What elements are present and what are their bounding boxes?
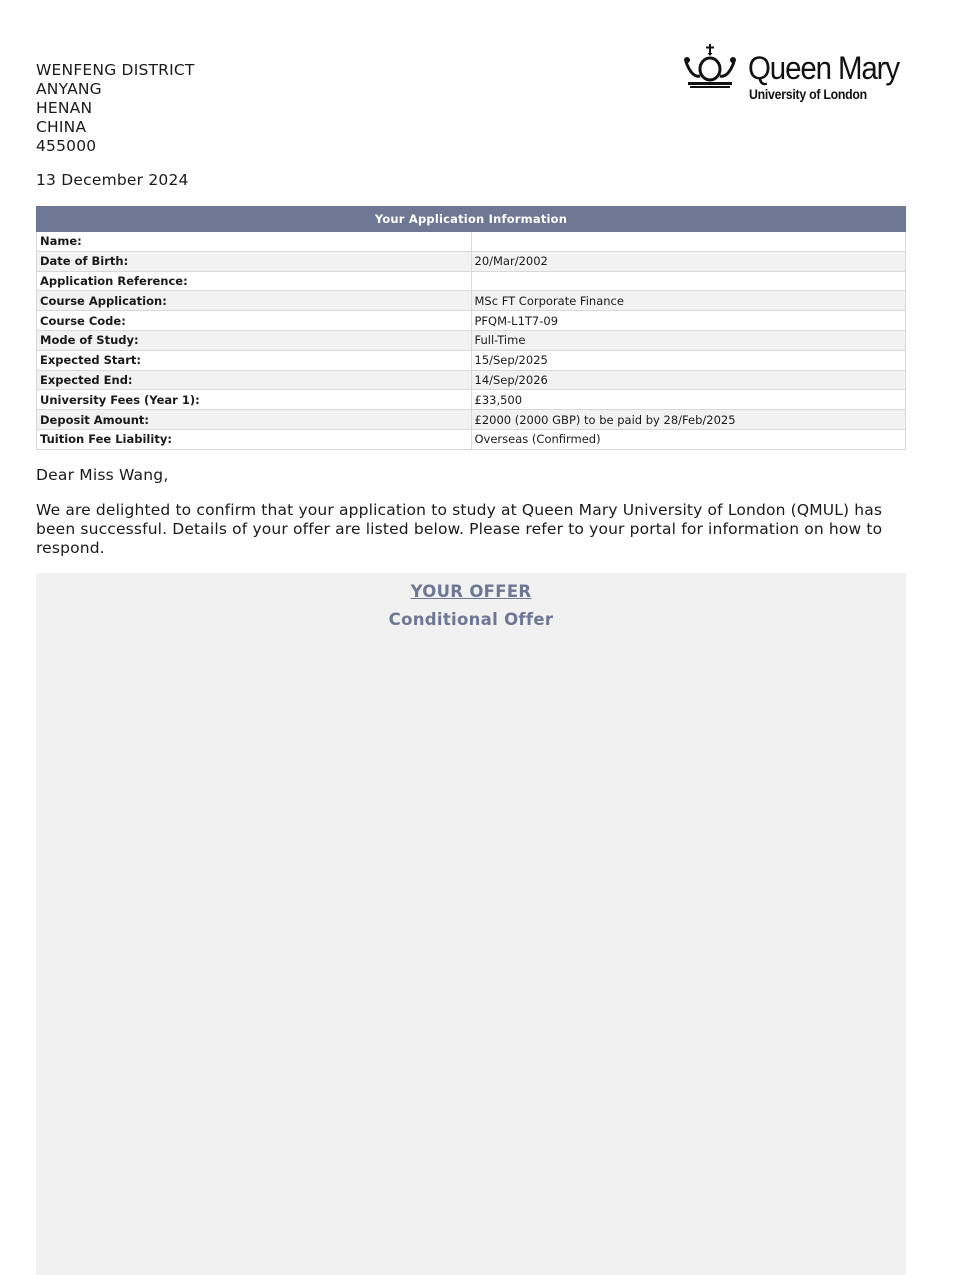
row-value: PFQM-L1T7-09 xyxy=(471,311,906,331)
letter-date: 13 December 2024 xyxy=(36,171,189,189)
table-row xyxy=(37,350,906,370)
row-label: Mode of Study: xyxy=(37,330,472,350)
application-info-table xyxy=(36,206,906,450)
row-label: Course Application: xyxy=(37,291,472,311)
address-line: ANYANG xyxy=(36,80,102,98)
row-value: Full-Time xyxy=(471,330,906,350)
row-label: Course Code: xyxy=(37,311,472,331)
table-row xyxy=(37,370,906,390)
row-value: 20/Mar/2002 xyxy=(471,251,906,271)
table-row xyxy=(37,232,906,252)
queen-mary-logo xyxy=(684,42,914,106)
row-label: Application Reference: xyxy=(37,271,472,291)
table-row xyxy=(37,311,906,331)
row-value xyxy=(471,271,906,291)
logo-name: Queen Mary xyxy=(748,50,899,86)
table-row xyxy=(37,410,906,430)
application-info-title: Your Application Information xyxy=(37,207,906,232)
row-value: £2000 (2000 GBP) to be paid by 28/Feb/2025 xyxy=(471,410,906,430)
table-row xyxy=(37,429,906,449)
row-label: Name: xyxy=(37,232,472,252)
address-line: WENFENG DISTRICT xyxy=(36,61,195,79)
row-value: MSc FT Corporate Finance xyxy=(471,291,906,311)
offer-heading: YOUR OFFER xyxy=(410,582,532,601)
row-value: 15/Sep/2025 xyxy=(471,350,906,370)
table-row xyxy=(37,390,906,410)
row-label: Deposit Amount: xyxy=(37,410,472,430)
row-value: 14/Sep/2026 xyxy=(471,370,906,390)
row-label: Tuition Fee Liability: xyxy=(37,429,472,449)
row-value: £33,500 xyxy=(471,390,906,410)
greeting: Dear Miss Wang, xyxy=(36,466,169,484)
row-label: Expected Start: xyxy=(37,350,472,370)
crown-crest-icon xyxy=(684,42,746,90)
address-line: CHINA xyxy=(36,118,87,136)
table-row xyxy=(37,271,906,291)
row-value: Overseas (Confirmed) xyxy=(471,429,906,449)
offer-panel xyxy=(36,573,906,1275)
offer-type: Conditional Offer xyxy=(388,610,554,629)
recipient-address xyxy=(36,61,195,156)
row-label: Expected End: xyxy=(37,370,472,390)
address-line: HENAN xyxy=(36,99,93,117)
address-line: 455000 xyxy=(36,137,97,155)
table-row xyxy=(37,330,906,350)
row-label: Date of Birth: xyxy=(37,251,472,271)
row-label: University Fees (Year 1): xyxy=(37,390,472,410)
table-row xyxy=(37,251,906,271)
row-value xyxy=(471,232,906,252)
intro-paragraph: We are delighted to confirm that your application to study at Queen Mary University of London (QMUL) has been successful. Details of your offer are listed below. Please refer to your portal for information on how to respond. xyxy=(36,501,883,557)
table-row xyxy=(37,291,906,311)
logo-subtitle: University of London xyxy=(749,86,867,102)
